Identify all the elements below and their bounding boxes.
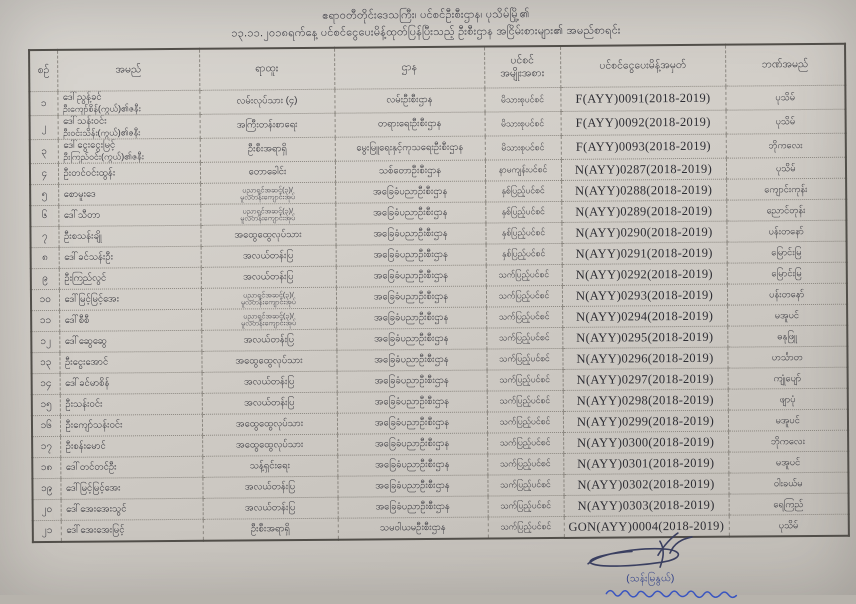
- cell-name: ဒေါ်မြင့်မြင့်အေး: [59, 288, 201, 310]
- cell-department: အခြေခံပညာဦးစီးဌာန: [335, 181, 485, 203]
- cell-order-number: N(AYY)0292(2018-2019): [562, 263, 727, 285]
- cell-order-number: GON(AYY)0004(2018-2019): [564, 515, 729, 538]
- cell-position: အလယ်တန်းပြ: [201, 245, 336, 267]
- cell-serial: ၂၀: [33, 499, 61, 520]
- col-header-name: အမည်: [57, 49, 199, 92]
- cell-bank-name: ဖျာပုံ: [728, 388, 848, 410]
- cell-department: အခြေခံပညာဦးစီးဌာန: [336, 265, 486, 287]
- cell-serial: ၁: [29, 91, 57, 115]
- cell-bank-name: မြောင်းမြ: [727, 241, 847, 263]
- cell-bank-name: ပုသိမ်: [726, 109, 846, 134]
- cell-position: ပညာရှင်အဆင့်(၃)/ မူလတန်းကျောင်းအုပ်: [201, 308, 336, 330]
- cell-position: အလယ်တန်းပြ: [202, 476, 337, 498]
- cell-pension-type: သက်ပြည့်ပင်စင်: [487, 370, 563, 392]
- cell-department: အခြေခံပညာဦးစီးဌာန: [335, 223, 485, 245]
- cell-position: လမ်းလုပ်သား (၄): [199, 89, 334, 114]
- col-header-pension-type: [484, 46, 560, 88]
- cell-name: ဦးစန်းမောင်: [60, 435, 202, 457]
- cell-name: ဒေါ်သန်းဝင်း ဦးဝင်းသိန်း(ကွယ်)၏ဇနီး: [58, 114, 200, 139]
- col-header-position: ရာထူး: [199, 48, 334, 91]
- cell-pension-type: မိသားစုပင်စင်: [485, 111, 561, 136]
- cell-department: အခြေခံပညာဦးစီးဌာန: [337, 391, 487, 413]
- cell-pension-type: မိသားစုပင်စင်: [484, 87, 560, 112]
- signature-scribble-icon: [574, 529, 704, 576]
- cell-pension-type: သက်ပြည့်ပင်စင်: [487, 475, 563, 497]
- cell-position: အထွေထွေလုပ်သား: [202, 413, 337, 435]
- cell-name: ဦးတင်ဝင်းထွန်း: [58, 162, 200, 184]
- cell-pension-type: နှစ်ပြည့်ပင်စင်: [486, 244, 562, 266]
- cell-pension-type: သက်ပြည့်ပင်စင်: [488, 517, 564, 539]
- cell-position: အလယ်တန်းပြ: [201, 329, 336, 351]
- col-header-sn: စဉ်: [29, 50, 57, 92]
- cell-order-number: N(AYY)0295(2018-2019): [562, 326, 727, 348]
- cell-order-number: N(AYY)0287(2018-2019): [561, 158, 726, 180]
- cell-name: ဒေါ်ခင်သန်းဦး: [59, 246, 201, 268]
- cell-department: လမ်းဦးစီးဌာန: [334, 88, 484, 113]
- cell-name: ဒေါ်တင်တင်ဦး: [60, 456, 202, 478]
- cell-name: ဦးစသန်းချို: [58, 225, 200, 247]
- cell-order-number: F(AYY)0092(2018-2019): [561, 110, 726, 135]
- cell-order-number: N(AYY)0296(2018-2019): [562, 347, 727, 369]
- col-header-pension-type-line1: ပင်စင်: [510, 54, 534, 67]
- cell-department: အခြေခံပညာဦးစီးဌာန: [336, 244, 486, 266]
- cell-department: အခြေခံပညာဦးစီးဌာန: [337, 370, 487, 392]
- cell-pension-type: သက်ပြည့်ပင်စင်: [486, 349, 562, 371]
- cell-order-number: N(AYY)0300(2018-2019): [563, 431, 728, 453]
- cell-name: ဒေါ်ဆွေဆွေ: [59, 330, 201, 352]
- cell-department: အခြေခံပညာဦးစီးဌာန: [336, 328, 486, 350]
- cell-position: အထွေထွေလုပ်သား: [201, 350, 336, 372]
- cell-order-number: N(AYY)0291(2018-2019): [562, 242, 727, 264]
- cell-name: ဒေါ်အေးအေးမြင့်: [61, 519, 203, 542]
- cell-name: ဒေါ်သီတာ: [58, 204, 200, 226]
- cell-pension-type: သက်ပြည့်ပင်စင်: [487, 412, 563, 434]
- cell-serial: ၅: [30, 184, 58, 205]
- cell-bank-name: ပုသိမ်: [726, 157, 846, 179]
- cell-serial: ၁၂: [31, 331, 59, 352]
- cell-position: အလယ်တန်းပြ: [201, 266, 336, 288]
- cell-name: ဒေါ်မြင့်မြင့်အေး: [60, 477, 202, 499]
- cell-department: အခြေခံပညာဦးစီးဌာန: [337, 475, 487, 497]
- cell-order-number: N(AYY)0297(2018-2019): [563, 368, 728, 390]
- cell-serial: ၉: [31, 268, 59, 289]
- signatory-name: (သန်းမြနွယ်): [626, 573, 675, 585]
- cell-position: အလယ်တန်းပြ: [202, 392, 337, 414]
- cell-bank-name: မအူပင်: [728, 409, 848, 431]
- cell-department: အခြေခံပညာဦးစီးဌာန: [337, 412, 487, 434]
- cell-department: အခြေခံပညာဦးစီးဌာန: [336, 307, 486, 329]
- cell-name: ဒေါ်အေးအေးသွင်: [61, 498, 203, 520]
- cell-position: ဦးစီးအရာရှိ: [203, 518, 338, 541]
- cell-order-number: F(AYY)0093(2018-2019): [561, 134, 726, 159]
- cell-order-number: F(AYY)0091(2018-2019): [560, 86, 725, 111]
- col-header-order-no: ပင်စင်ငွေပေးမိန့်အမှတ်: [560, 45, 725, 88]
- cell-department: အခြေခံပညာဦးစီးဌာန: [337, 454, 487, 476]
- cell-pension-type: သက်ပြည့်ပင်စင်: [486, 307, 562, 329]
- cell-bank-name: ပန်းတနော်: [727, 283, 847, 305]
- table-body: [29, 85, 849, 542]
- signature-block: [568, 534, 788, 598]
- title-line-1: ဧရာဝတီတိုင်းဒေသကြီး၊ ပင်စင်ဦးစီးဌာန၊ ပုသိမ်မြို့၏: [322, 8, 530, 22]
- table-header: [29, 44, 845, 92]
- cell-bank-name: ကျောင်းကုန်း: [726, 178, 846, 200]
- cell-pension-type: နာမကျန်းပင်စင်: [485, 160, 561, 182]
- cell-order-number: N(AYY)0288(2018-2019): [561, 179, 726, 201]
- cell-position: ပညာရှင်အဆင့်(၃)/ မူလတန်းကျောင်းအုပ်: [200, 203, 335, 225]
- cell-bank-name: ကျုံပျော်: [728, 367, 848, 389]
- cell-order-number: N(AYY)0298(2018-2019): [563, 389, 728, 411]
- cell-position: အထွေထွေလုပ်သား: [200, 224, 335, 246]
- cell-bank-name: ရေကြည်: [729, 493, 849, 515]
- pension-table: [28, 43, 850, 544]
- cell-serial: ၈: [31, 247, 59, 268]
- cell-bank-name: ပုသိမ်: [725, 85, 845, 110]
- cell-serial: ၃: [30, 139, 58, 163]
- cell-position: ပညာရှင်အဆင့်(၃)/ မူလတန်းကျောင်းအုပ်: [200, 182, 335, 204]
- cell-bank-name: ပန်းတနော်: [726, 220, 846, 242]
- cell-pension-type: နှစ်ပြည့်ပင်စင်: [485, 223, 561, 245]
- cell-department: အခြေခံပညာဦးစီးဌာန: [337, 433, 487, 455]
- cell-pension-type: သက်ပြည့်ပင်စင်: [487, 454, 563, 476]
- header-row: [29, 44, 845, 92]
- col-header-dept: ဌာန: [334, 47, 484, 90]
- cell-name: ဒေါ်ငွေးငွေးမြင့် ဦးကြည်ဝင်း(ကွယ်)၏ဇနီး: [58, 138, 200, 163]
- cell-serial: ၁၁: [31, 310, 59, 331]
- cell-position: ပညာရှင်အဆင့်(၃)/ မူလတန်းကျောင်းအုပ်: [201, 287, 336, 309]
- cell-serial: ၂: [30, 115, 58, 139]
- cell-position: ဦးစီးအရာရှိ: [200, 137, 335, 162]
- cell-name: ဒေါ်စီစီ: [59, 309, 201, 331]
- cell-bank-name: ဟင်္သာတ: [727, 346, 847, 368]
- cell-department: အခြေခံပညာဦးစီးဌာန: [338, 496, 488, 518]
- cell-department: တရားရေးဦးစီးဌာန: [335, 112, 485, 137]
- title-line-2: ၁၃.၁၁.၂၀၁၈ရက်နေ့ ပင်စင်ငွေပေးမိန့်ထုတ်ပြန်ပြီးသည့် ဦးစီးဌာန အငြိမ်းစားများ၏ အမည်စာရင်း: [231, 23, 621, 40]
- cell-department: သမဝါယမဦးစီးဌာန: [338, 517, 488, 540]
- document-title: [0, 0, 854, 43]
- cell-pension-type: သက်ပြည့်ပင်စင်: [487, 391, 563, 413]
- cell-bank-name: မြောင်းမြ: [727, 262, 847, 284]
- cell-order-number: N(AYY)0303(2018-2019): [564, 494, 729, 516]
- cell-order-number: N(AYY)0299(2018-2019): [563, 410, 728, 432]
- cell-department: မွေးမြူရေးနှင့်ကုသရေးဦးစီးဌာန: [335, 136, 485, 161]
- cell-pension-type: သက်ပြည့်ပင်စင်: [487, 433, 563, 455]
- cell-serial: ၁၄: [32, 373, 60, 394]
- cell-name: ဦးငွေးအောင်: [59, 351, 201, 373]
- cell-serial: ၁၈: [32, 457, 60, 478]
- cell-pension-type: မိသားစုပင်စင်: [485, 136, 561, 161]
- cell-name: ဦးသန်းဝင်း: [60, 393, 202, 415]
- cell-bank-name: ဓနုဖြူ: [727, 325, 847, 347]
- cell-serial: ၁၉: [32, 478, 60, 499]
- col-header-bank: ဘဏ်အမည်: [725, 44, 845, 86]
- cell-pension-type: နှစ်ပြည့်ပင်စင်: [485, 202, 561, 224]
- cell-position: အလယ်တန်းပြ: [203, 497, 338, 519]
- cell-order-number: N(AYY)0294(2018-2019): [562, 305, 727, 327]
- cell-pension-type: သက်ပြည့်ပင်စင်: [486, 328, 562, 350]
- cell-order-number: N(AYY)0302(2018-2019): [563, 473, 728, 495]
- cell-name: ဦးကျော်သန်းဝင်း: [60, 414, 202, 436]
- cell-name: ဒေါ်ခင်မာစိန်: [60, 372, 202, 394]
- cell-order-number: N(AYY)0293(2018-2019): [562, 284, 727, 306]
- cell-pension-type: သက်ပြည့်ပင်စင်: [486, 265, 562, 287]
- cell-serial: ၇: [30, 226, 58, 247]
- cell-bank-name: မအူပင်: [728, 451, 848, 473]
- cell-serial: ၁၇: [32, 436, 60, 457]
- cell-pension-type: သက်ပြည့်ပင်စင်: [488, 496, 564, 518]
- cell-position: တောခေါင်း: [200, 161, 335, 183]
- cell-serial: ၄: [30, 163, 58, 184]
- cell-position: သန့်ရှင်းရေး: [202, 455, 337, 477]
- signatory-title-handwriting-icon: [602, 584, 752, 599]
- cell-bank-name: မအူပင်: [727, 304, 847, 326]
- cell-bank-name: ပုသိမ်: [729, 514, 849, 536]
- cell-bank-name: ဝါးခယ်မ: [728, 472, 848, 494]
- cell-serial: ၁၆: [32, 415, 60, 436]
- col-header-pension-type-line2: အမျိုးအစား: [500, 67, 545, 80]
- cell-name: ဦးကြည်လွင်: [59, 267, 201, 289]
- cell-bank-name: ညောင်တုန်း: [726, 199, 846, 221]
- cell-department: အခြေခံပညာဦးစီးဌာန: [336, 286, 486, 308]
- cell-order-number: N(AYY)0289(2018-2019): [561, 200, 726, 222]
- cell-department: သစ်တောဦးစီးဌာန: [335, 160, 485, 182]
- cell-serial: ၆: [30, 205, 58, 226]
- cell-pension-type: သက်ပြည့်ပင်စင်: [486, 286, 562, 308]
- cell-order-number: N(AYY)0290(2018-2019): [561, 221, 726, 243]
- cell-serial: ၁၅: [32, 394, 60, 415]
- cell-department: အခြေခံပညာဦးစီးဌာန: [335, 202, 485, 224]
- cell-position: အကြီးတန်းစာရေး: [200, 113, 335, 138]
- cell-department: အခြေခံပညာဦးစီးဌာန: [336, 349, 486, 371]
- cell-position: အထွေထွေလုပ်သား: [202, 434, 337, 456]
- cell-name: ဒေါ်ညွန့်ခင် ဦးကျော်စိန်(ကွယ်)၏ဇနီး: [57, 90, 199, 115]
- cell-serial: ၂၁: [33, 520, 61, 542]
- cell-position: အလယ်တန်းပြ: [202, 371, 337, 393]
- cell-name: စောမူးဒေ: [58, 183, 200, 205]
- cell-serial: ၁၀: [31, 289, 59, 310]
- cell-pension-type: နှစ်ပြည့်ပင်စင်: [485, 181, 561, 203]
- cell-serial: ၁၃: [31, 352, 59, 373]
- cell-bank-name: ဘိုကလေး: [726, 133, 846, 158]
- cell-order-number: N(AYY)0301(2018-2019): [563, 452, 728, 474]
- cell-bank-name: ဘိုကလေး: [728, 430, 848, 452]
